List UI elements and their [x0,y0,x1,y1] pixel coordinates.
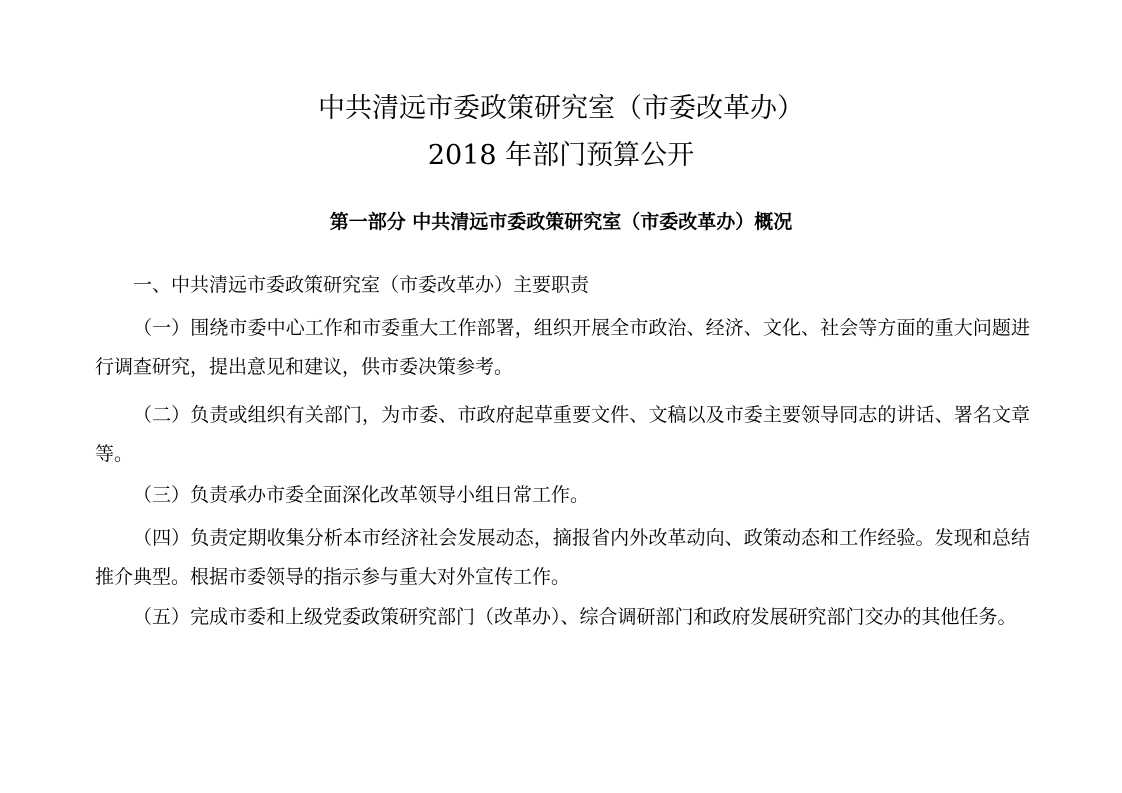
document-title-line2: 2018 年部门预算公开 [427,140,695,171]
duty-paragraph-4: （四）负责定期收集分析本市经济社会发展动态，摘报省内外改革动向、政策动态和工作经验。发现和总结推介典型。根据市委领导的指示参与重大对外宣传工作。 [95,527,1030,588]
duty-paragraph-5: （五）完成市委和上级党委政策研究部门（改革办）、综合调研部门和政府发展研究部门交办的其他任务。 [133,606,1017,628]
duty-paragraph-2: （二）负责或组织有关部门，为市委、市政府起草重要文件、文稿以及市委主要领导同志的讲话、署名文章等。 [95,404,1030,465]
section1-heading: 一、中共清远市委政策研究室（市委改革办）主要职责 [133,274,590,296]
part-heading: 第一部分 中共清远市委政策研究室（市委改革办）概况 [329,211,793,233]
duty-paragraph-1: （一）围绕市委中心工作和市委重大工作部署，组织开展全市政治、经济、文化、社会等方面的重大问题进行调查研究，提出意见和建议，供市委决策参考。 [95,317,1030,378]
duty-paragraph-3: （三）负责承办市委全面深化改革领导小组日常工作。 [133,484,590,506]
document-title-line1: 中共清远市委政策研究室（市委改革办） [318,93,804,124]
